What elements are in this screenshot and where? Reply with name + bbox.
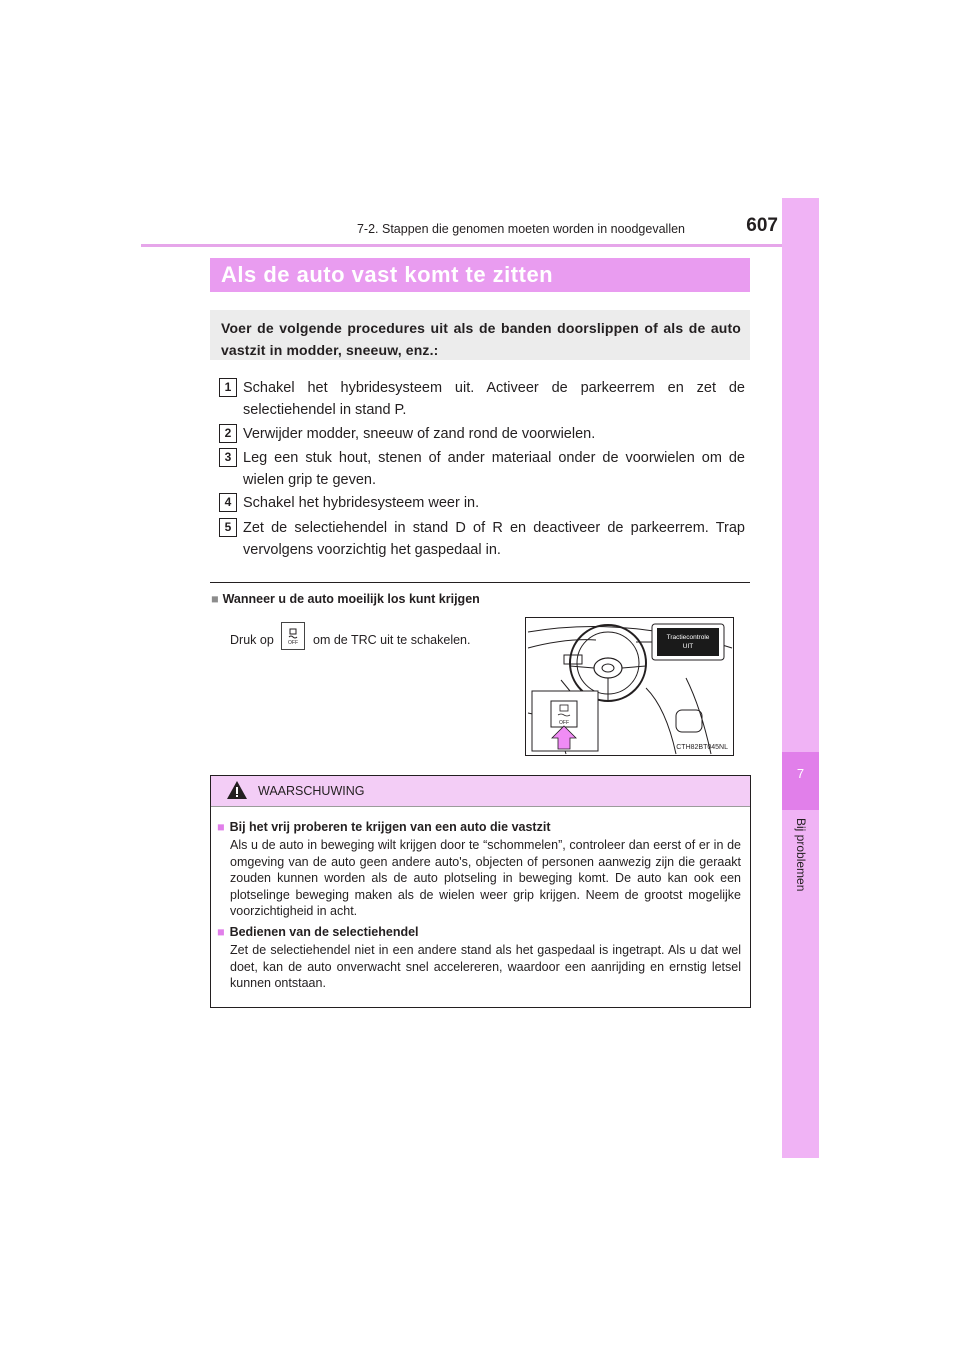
page-number: 607 xyxy=(746,215,778,236)
chapter-number: 7 xyxy=(796,766,805,781)
svg-text:OFF: OFF xyxy=(288,640,298,646)
warning-item-heading xyxy=(217,820,737,834)
warning-box xyxy=(210,775,751,1008)
warning-item-text: Als u de auto in beweging wilt krijgen door te “schommelen”, controleer dan eerst of er in de omgeving van de auto geen andere auto's, objecten of personen aanwezig zijn die geraakt zouden kunnen worden als de auto plotseling in beweging komt. De auto kan ook een plotselinge beweging maken als de wielen weer grip krijgen. Neem de grootst mogelijke voorzichtigheid in acht. xyxy=(230,838,741,919)
callout-label: Tractiecontrole xyxy=(666,634,710,641)
subsection-heading xyxy=(211,592,480,606)
header-rule xyxy=(141,244,819,247)
section-title-bar xyxy=(210,258,750,292)
step-text-2: Verwijder modder, sneeuw of zand rond de voorwielen. xyxy=(243,426,596,442)
chapter-side-tab xyxy=(782,198,819,1158)
warning-item-text: Zet de selectiehendel niet in een andere stand als het gaspedaal is ingetrapt. Als u dat wel doet, kan de auto onverwacht snel accelereren, waardoor een aanrijding en ernstig letsel kunnen ontstaan. xyxy=(230,943,741,991)
chapter-title-label: Bij problemen xyxy=(794,818,808,892)
warning-item-heading-text: Bedienen van de selectiehendel xyxy=(229,925,419,939)
divider xyxy=(210,582,750,583)
bullet-square-icon: ■ xyxy=(217,925,225,939)
instruction-text-before: Druk op xyxy=(230,633,274,647)
intro-box xyxy=(210,310,750,360)
step-number-3: 3 xyxy=(219,448,237,467)
warning-item-heading xyxy=(217,925,737,939)
bullet-square-icon: ■ xyxy=(217,820,225,834)
intro-text: Voer de volgende procedures uit als de banden doorslippen of als de auto vastzit in modder, sneeuw, enz.: xyxy=(221,320,741,358)
instruction-text-after: om de TRC uit te schakelen. xyxy=(313,633,471,647)
subsection-heading-text: Wanneer u de auto moeilijk los kunt krijgen xyxy=(222,592,480,606)
step-text-1: Schakel het hybridesysteem uit. Activeer de parkeerrem en zet de selectiehendel in stand P. xyxy=(243,380,745,418)
chapter-title xyxy=(782,812,819,902)
step-number-1: 1 xyxy=(219,378,237,397)
step-number-2: 2 xyxy=(219,424,237,443)
svg-text:UIT: UIT xyxy=(682,643,694,650)
dashboard-illustration xyxy=(525,617,734,756)
illustration-code: CTH82BT045NL xyxy=(676,744,728,751)
chapter-number-box xyxy=(782,752,819,810)
warning-triangle-icon xyxy=(226,780,248,805)
section-reference: 7-2. Stappen die genomen moeten worden in noodgevallen xyxy=(356,222,685,236)
warning-title: WAARSCHUWING xyxy=(258,784,365,798)
bullet-square-icon: ■ xyxy=(211,592,219,606)
step-number-4: 4 xyxy=(219,493,237,512)
section-title: Als de auto vast komt te zitten xyxy=(221,262,554,287)
warning-item-heading-text: Bij het vrij proberen te krijgen van een auto die vastzit xyxy=(229,820,551,834)
step-text-5: Zet de selectiehendel in stand D of R en deactiveer de parkeerrem. Trap vervolgens voorzichtig het gaspedaal in. xyxy=(243,520,745,558)
step-text-4: Schakel het hybridesysteem weer in. xyxy=(243,495,480,511)
warning-header xyxy=(211,776,750,807)
step-number-5: 5 xyxy=(219,518,237,537)
trc-off-button-icon xyxy=(281,622,305,650)
inset-button-label: OFF xyxy=(559,720,569,726)
step-text-3: Leg een stuk hout, stenen of ander materiaal onder de voorwielen om de wielen grip te geven. xyxy=(243,450,745,488)
